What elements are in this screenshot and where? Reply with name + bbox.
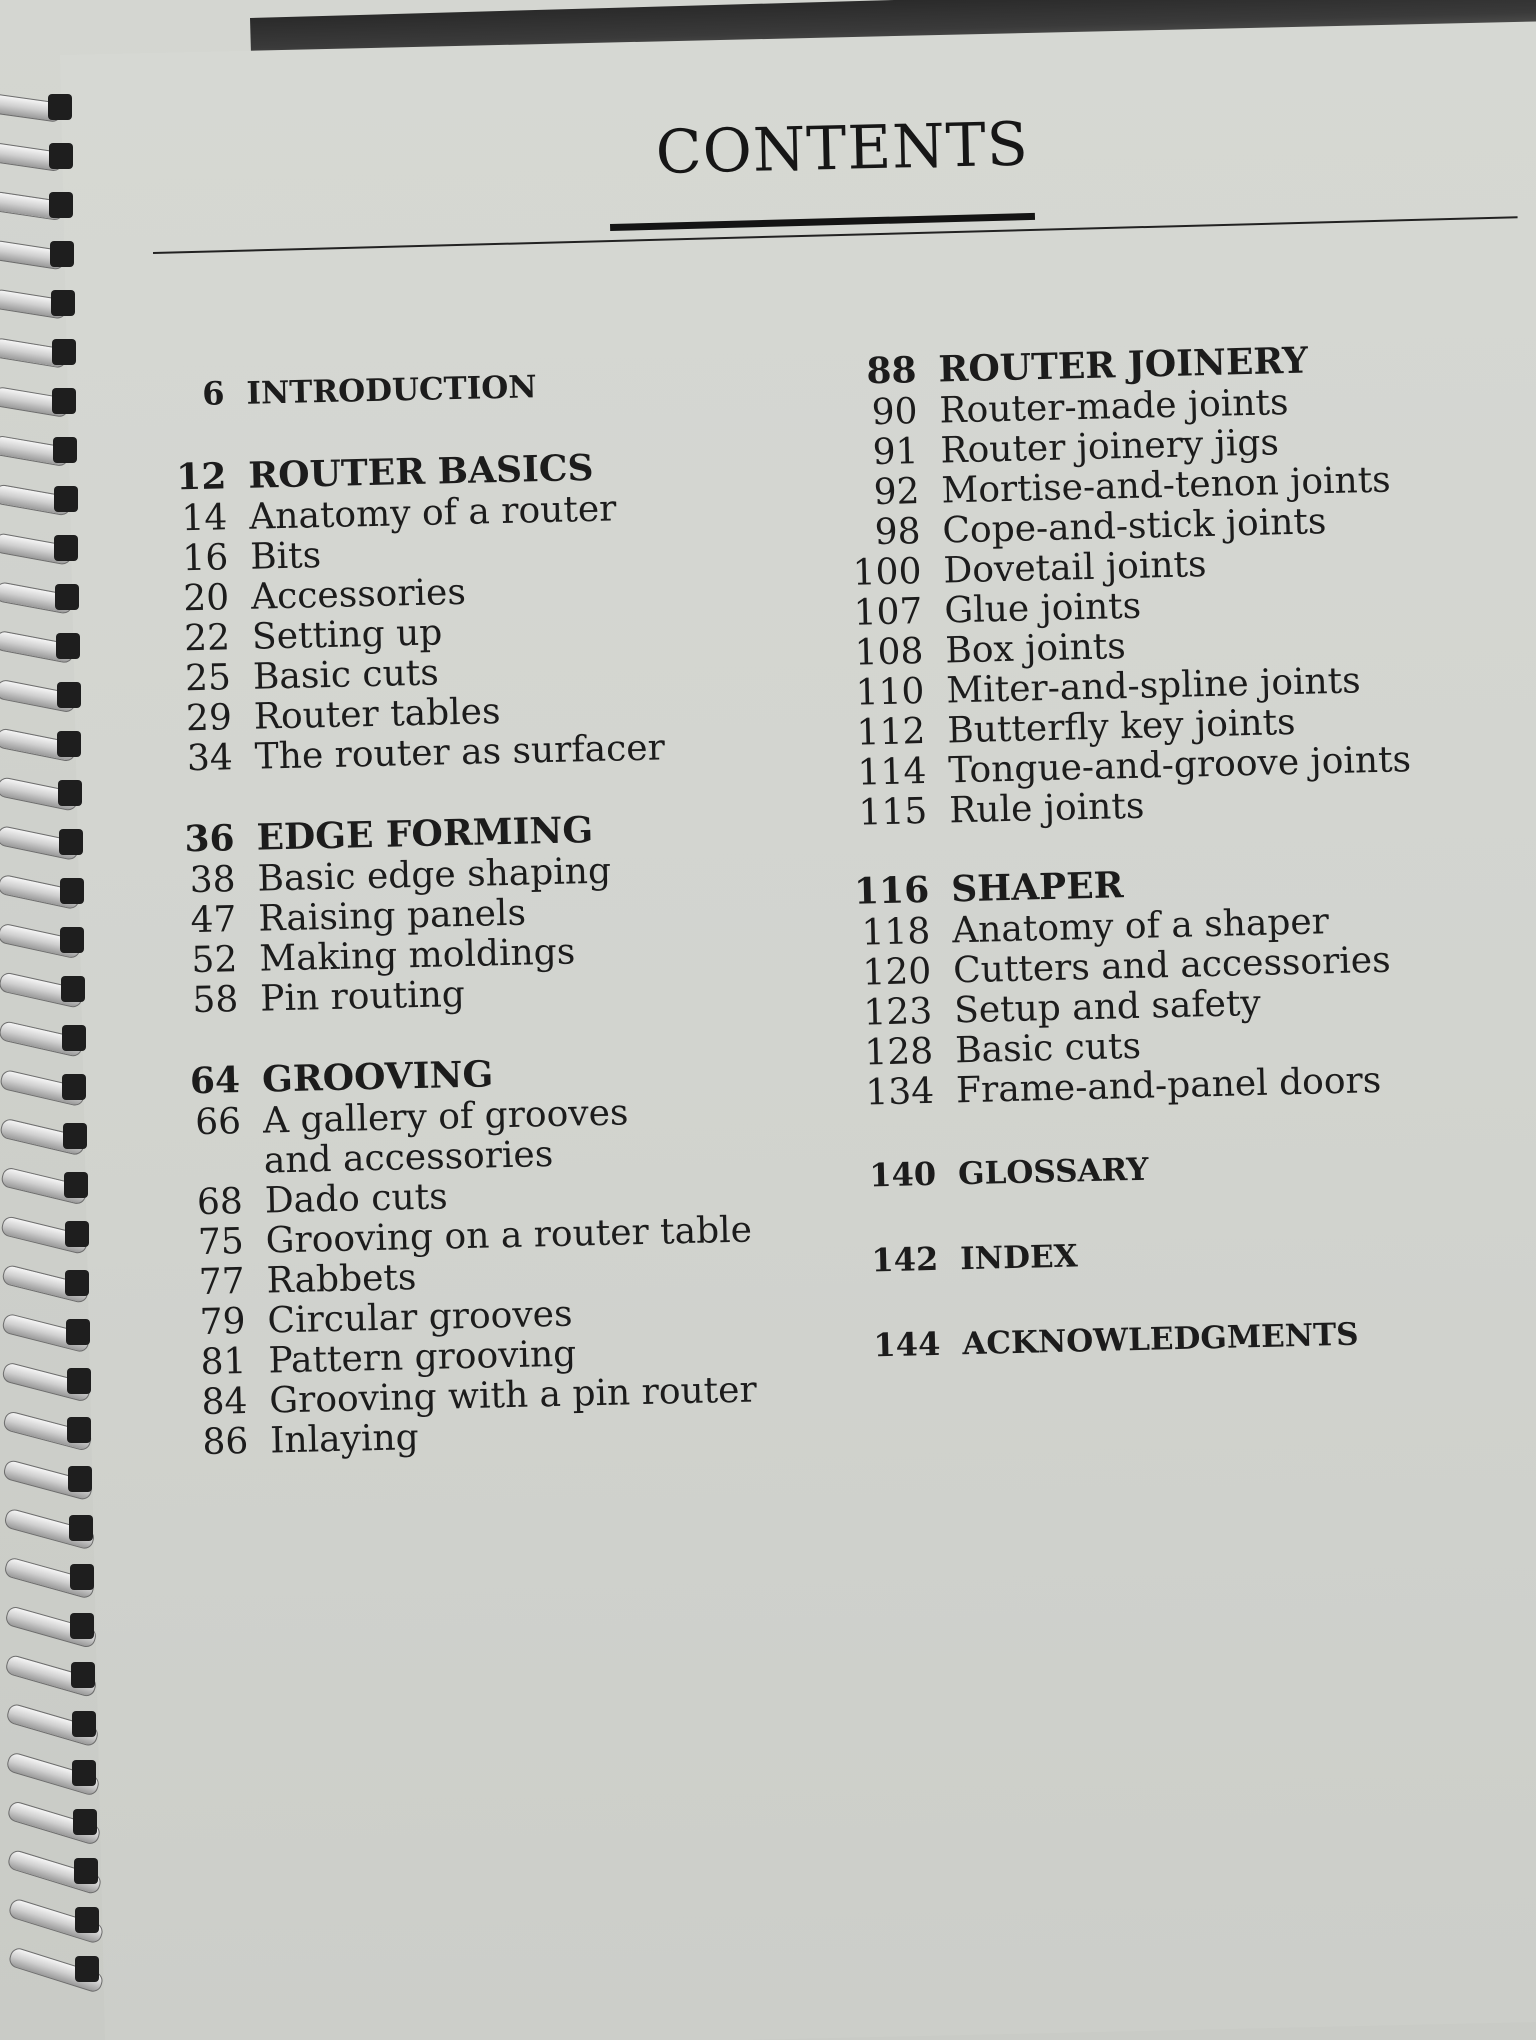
toc-page-number: 128 xyxy=(863,1030,934,1074)
toc-entry-label: Basic cuts xyxy=(954,1025,1142,1072)
toc-entry-label: A gallery of grooves xyxy=(262,1092,629,1142)
toc-page-number: 38 xyxy=(189,859,236,902)
toc-entry-label: ROUTER JOINERY xyxy=(937,339,1309,391)
toc-entry-label: INDEX xyxy=(959,1238,1079,1278)
toc-entry-label: Anatomy of a shaper xyxy=(951,901,1330,952)
toc-page-number: 25 xyxy=(184,657,232,700)
toc-page-number: 14 xyxy=(181,497,228,540)
toc-entry-label: ROUTER BASICS xyxy=(247,446,594,497)
toc-page-number: 108 xyxy=(854,631,924,674)
toc-page-number: 100 xyxy=(852,551,922,594)
toc-page-number: 58 xyxy=(191,979,239,1022)
toc-entry-label: Anatomy of a router xyxy=(248,488,617,538)
toc-entry-label: GLOSSARY xyxy=(957,1151,1149,1193)
toc-entry-label: Glue joints xyxy=(943,585,1142,632)
toc-entry-label: and accessories xyxy=(263,1134,554,1182)
toc-page-number: 98 xyxy=(874,511,921,554)
toc-entry-label: Router-made joints xyxy=(939,382,1289,432)
toc-page-number: 52 xyxy=(191,939,238,982)
toc-page-number: 134 xyxy=(864,1070,935,1114)
toc-entry-label: Setup and safety xyxy=(953,982,1262,1032)
toc-page-number: 77 xyxy=(198,1261,246,1304)
toc-entry-label: Rabbets xyxy=(266,1257,417,1302)
toc-page-number: 29 xyxy=(185,697,233,740)
toc-entry-label: SHAPER xyxy=(950,864,1125,911)
contents-right-column xyxy=(838,336,1426,1368)
toc-entry-label: Frame-and-panel doors xyxy=(955,1059,1382,1112)
toc-page-number: 66 xyxy=(194,1101,242,1144)
toc-entry-label: Inlaying xyxy=(269,1417,420,1462)
toc-entry-label: Mortise-and-tenon joints xyxy=(940,459,1392,512)
toc-entry-label: Setting up xyxy=(251,612,443,658)
toc-entry-label: Bits xyxy=(249,535,322,578)
toc-page-number: 84 xyxy=(201,1381,248,1424)
toc-page-number: 47 xyxy=(190,899,237,942)
toc-page-number: 12 xyxy=(175,455,227,499)
toc-page-number: 142 xyxy=(870,1239,939,1280)
title-rule-accent xyxy=(610,213,1035,231)
toc-page-number: 6 xyxy=(201,374,225,413)
toc-page-number: 118 xyxy=(861,910,931,954)
toc-page-number: 20 xyxy=(182,577,230,620)
toc-entry-label: Tongue-and-groove joints xyxy=(947,739,1412,792)
toc-entry-label: Grooving on a router table xyxy=(265,1209,753,1262)
toc-page-number: 79 xyxy=(199,1301,247,1344)
toc-page-number: 81 xyxy=(200,1341,247,1384)
toc-page-number: 91 xyxy=(872,431,920,474)
toc-entry-label: INTRODUCTION xyxy=(246,369,538,412)
toc-entry-label: Pin routing xyxy=(259,973,466,1020)
toc-entry-label: Circular grooves xyxy=(267,1293,573,1342)
toc-page-number: 75 xyxy=(197,1221,245,1264)
toc-entry-label: Dado cuts xyxy=(264,1176,449,1222)
toc-page-number: 110 xyxy=(855,670,925,714)
toc-page-number: 120 xyxy=(862,950,932,994)
toc-page-number: 107 xyxy=(853,591,923,634)
toc-entry-label: Grooving with a pin router xyxy=(268,1369,758,1422)
toc-page-number: 116 xyxy=(853,868,930,913)
toc-entry-label: Raising panels xyxy=(257,892,527,940)
toc-page-number: 36 xyxy=(184,817,236,861)
toc-page-number: 92 xyxy=(873,471,920,514)
toc-entry-label: Cope-and-stick joints xyxy=(941,501,1327,552)
toc-page-number: 64 xyxy=(189,1059,241,1103)
toc-page-number: 123 xyxy=(862,990,933,1034)
toc-entry-label: Butterfly key joints xyxy=(946,701,1297,752)
toc-entry-label: EDGE FORMING xyxy=(256,809,594,859)
toc-page-number: 68 xyxy=(196,1181,244,1224)
toc-page-number: 22 xyxy=(183,617,231,660)
toc-entry-label: Accessories xyxy=(250,571,467,618)
toc-entry-label: ACKNOWLEDGMENTS xyxy=(961,1316,1359,1363)
toc-entry-label: Basic cuts xyxy=(252,652,440,698)
toc-page-number: 112 xyxy=(856,710,926,754)
toc-page-number: 86 xyxy=(202,1421,249,1464)
toc-entry-label: Miter-and-spline joints xyxy=(945,660,1362,712)
page-title: CONTENTS xyxy=(655,109,1030,188)
contents-left-column xyxy=(148,360,758,1464)
toc-page-number: 144 xyxy=(873,1324,941,1365)
toc-page-number: 16 xyxy=(181,537,229,580)
toc-page-number: 34 xyxy=(186,737,234,780)
toc-entry-label: Router tables xyxy=(253,691,501,738)
toc-entry-label: The router as surfacer xyxy=(254,727,666,778)
toc-entry-label: Rule joints xyxy=(948,785,1145,832)
toc-page-number xyxy=(166,1173,264,1175)
toc-entry-label: Making moldings xyxy=(258,931,576,980)
toc-page-number: 115 xyxy=(858,790,928,834)
toc-entry-label: Pattern grooving xyxy=(267,1333,577,1382)
toc-page-number: 140 xyxy=(868,1154,937,1195)
toc-entry-label: Dovetail joints xyxy=(942,544,1207,592)
toc-page-number: 114 xyxy=(857,750,927,794)
toc-entry-label: GROOVING xyxy=(261,1053,494,1101)
toc-entry-label: Box joints xyxy=(944,626,1127,672)
toc-entry-label: Router joinery jigs xyxy=(939,422,1280,472)
toc-entry-label: Cutters and accessories xyxy=(952,939,1392,992)
toc-page-number: 88 xyxy=(865,349,918,393)
toc-entry-label: Basic edge shaping xyxy=(257,850,612,900)
toc-page-number: 90 xyxy=(871,391,919,434)
